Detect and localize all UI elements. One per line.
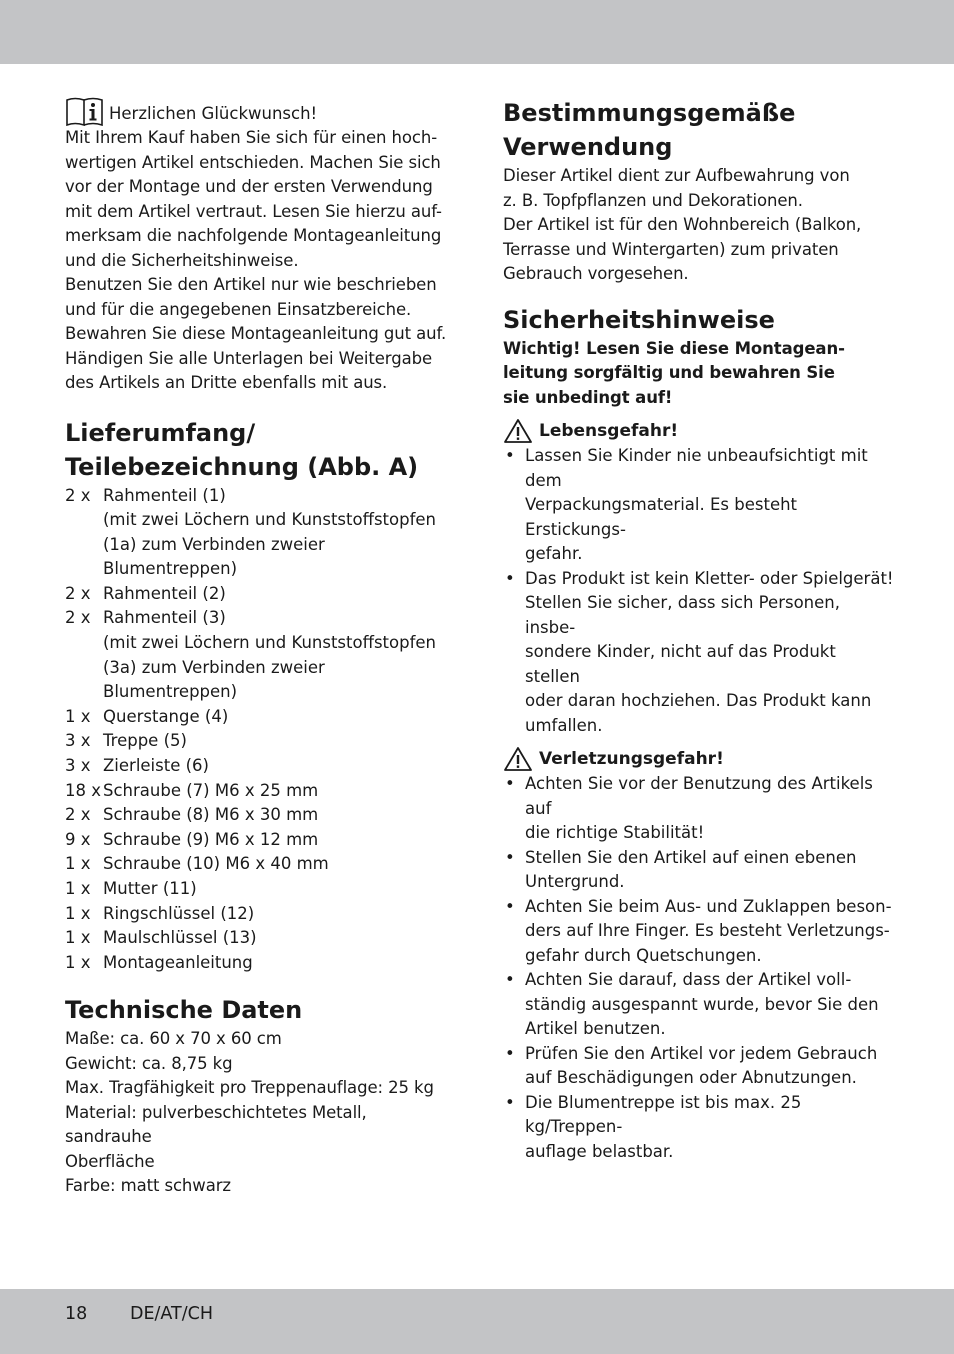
part-desc: Schraube (10) M6 x 40 mm [103, 854, 329, 874]
usage-text [503, 164, 895, 287]
right-column [503, 96, 895, 1164]
injury-item [503, 895, 895, 969]
parts-list-item [65, 877, 457, 902]
intro-line: mit dem Artikel vertraut. Lesen Sie hierzu auf- [65, 201, 442, 221]
part-desc: Schraube (7) M6 x 25 mm [103, 780, 319, 800]
part-qty: 1 x [65, 928, 91, 948]
bullet-line: • Das Produkt ist kein Kletter- oder Spielgerät! [525, 568, 894, 588]
important-line: sie unbedingt auf! [503, 387, 673, 407]
bullet-line: • Achten Sie beim Aus- und Zuklappen beson- [525, 896, 892, 916]
danger-list [503, 444, 895, 738]
warning-triangle-icon [503, 746, 533, 772]
bullet-line: • Die Blumentreppe ist bis max. 25 kg/Treppen- [525, 1092, 802, 1136]
injury-item [503, 968, 895, 1042]
bullet-line: ders auf Ihre Finger. Es besteht Verletzungs- [525, 921, 890, 940]
part-qty: 1 x [65, 854, 91, 874]
parts-list-item [65, 926, 457, 951]
usage-heading-line1: Bestimmungsgemäße [503, 99, 796, 127]
bullet-line: • Lassen Sie Kinder nie unbeaufsichtigt mit dem [525, 446, 868, 490]
bullet-line: gefahr durch Quetschungen. [525, 945, 762, 965]
parts-list-item [65, 852, 457, 877]
part-desc: Rahmenteil (1) [103, 485, 226, 505]
parts-list-item [65, 533, 457, 582]
parts-list-item [65, 754, 457, 779]
part-qty: 3 x [65, 731, 91, 751]
part-desc: Zierleiste (6) [103, 756, 209, 776]
parts-list-item [65, 582, 457, 607]
part-desc: Mutter (11) [103, 879, 197, 898]
parts-list-item [65, 656, 457, 705]
intro-line: Benutzen Sie den Artikel nur wie beschrieben [65, 275, 437, 294]
bullet-line: • Stellen Sie den Artikel auf einen ebenen [525, 847, 857, 867]
tech-line: Material: pulverbeschichtetes Metall, sandrauhe [65, 1102, 367, 1147]
important-line: Wichtig! Lesen Sie diese Montagean- [503, 338, 845, 358]
intro-line: vor der Montage und der ersten Verwendung [65, 177, 433, 196]
tech-line: Gewicht: ca. 8,75 kg [65, 1053, 233, 1073]
bullet-line: sondere Kinder, nicht auf das Produkt stellen [525, 642, 836, 686]
part-qty: 2 x [65, 485, 91, 505]
part-qty [65, 656, 103, 705]
part-desc: Rahmenteil (2) [103, 583, 226, 603]
tech-line: Farbe: matt schwarz [65, 1176, 231, 1196]
bullet-line: Artikel benutzen. [525, 1019, 666, 1038]
part-qty [65, 533, 103, 582]
parts-list-item [65, 631, 457, 656]
bullet-line: Untergrund. [525, 872, 625, 891]
bullet-line: ständig ausgespannt wurde, bevor Sie den [525, 994, 879, 1014]
intro-line: Händigen Sie alle Unterlagen bei Weitergabe [65, 348, 433, 368]
bullet-line: oder daran hochziehen. Das Produkt kann [525, 691, 872, 710]
part-qty [65, 631, 103, 656]
usage-line: z. B. Topfpflanzen und Dekorationen. [503, 190, 803, 210]
part-desc: Ringschlüssel (12) [103, 903, 255, 923]
parts-list-item [65, 606, 457, 631]
part-qty: 9 x [65, 829, 91, 849]
part-qty: 1 x [65, 879, 91, 898]
tech-line: Oberfläche [65, 1151, 155, 1171]
part-desc: Maulschlüssel (13) [103, 928, 257, 948]
usage-line: Dieser Artikel dient zur Aufbewahrung von [503, 166, 850, 185]
intro-greeting-line [65, 96, 457, 126]
tech-data [65, 1027, 457, 1199]
parts-list-item [65, 705, 457, 730]
safety-important [503, 337, 895, 411]
danger-title: Lebensgefahr! [539, 420, 679, 441]
page-number: 18 [65, 1304, 88, 1324]
part-qty: 1 x [65, 952, 91, 972]
parts-list-item [65, 729, 457, 754]
intro-line: wertigen Artikel entschieden. Machen Sie sich [65, 152, 441, 172]
tech-heading: Technische Daten [65, 996, 303, 1025]
part-desc: (3a) zum Verbinden zweier Blumentreppen) [103, 657, 325, 702]
injury-item [503, 1042, 895, 1091]
part-qty: 1 x [65, 706, 91, 726]
parts-list-item [65, 508, 457, 533]
bullet-line: Verpackungsmaterial. Es besteht Erstickungs- [525, 495, 798, 539]
injury-list [503, 772, 895, 1164]
bullet-line: • Achten Sie darauf, dass der Artikel voll- [525, 970, 852, 989]
bullet-line: • Prüfen Sie den Artikel vor jedem Gebrauch [525, 1043, 878, 1063]
part-desc: Montageanleitung [103, 952, 253, 972]
usage-heading-line2: Verwendung [503, 133, 673, 161]
danger-item [503, 567, 895, 739]
usage-line: Der Artikel ist für den Wohnbereich (Balkon, [503, 215, 862, 234]
parts-list-item [65, 951, 457, 976]
part-desc: (1a) zum Verbinden zweier Blumentreppen) [103, 534, 325, 579]
part-qty: 2 x [65, 805, 91, 825]
part-desc: Treppe (5) [103, 731, 187, 751]
injury-item [503, 1091, 895, 1165]
bullet-line: Stellen Sie sicher, dass sich Personen, insbe- [525, 593, 840, 637]
intro-text [65, 126, 457, 396]
bullet-line: auf Beschädigungen oder Abnutzungen. [525, 1068, 857, 1087]
scope-heading-line1: Lieferumfang/ [65, 418, 256, 447]
bullet-line: gefahr. [525, 544, 583, 563]
usage-line: Terrasse und Wintergarten) zum privaten [503, 239, 839, 259]
parts-list-item [65, 803, 457, 828]
part-qty [65, 508, 103, 533]
parts-list-item [65, 902, 457, 927]
scope-heading-line2: Teilebezeichnung (Abb. A) [65, 452, 419, 481]
part-desc: Schraube (8) M6 x 30 mm [103, 805, 319, 825]
intro-line: und für die angegebenen Einsatzbereiche. [65, 299, 412, 319]
parts-list [65, 484, 457, 976]
intro-line: des Artikels an Dritte ebenfalls mit aus. [65, 373, 388, 392]
tech-line: Maße: ca. 60 x 70 x 60 cm [65, 1029, 282, 1049]
part-qty: 18 x [65, 780, 102, 800]
part-desc: (mit zwei Löchern und Kunststoffstopfen [103, 510, 437, 530]
bullet-line: auflage belastbar. [525, 1141, 674, 1161]
injury-item [503, 846, 895, 895]
part-qty: 2 x [65, 608, 91, 628]
intro-line: Bewahren Sie diese Montageanleitung gut auf. [65, 324, 447, 343]
intro-line: Mit Ihrem Kauf haben Sie sich für einen hoch- [65, 128, 438, 147]
bullet-line: die richtige Stabilität! [525, 823, 705, 842]
warning-triangle-icon [503, 418, 533, 444]
important-line: leitung sorgfältig und bewahren Sie [503, 363, 835, 382]
bullet-line: umfallen. [525, 715, 603, 735]
part-desc: Schraube (9) M6 x 12 mm [103, 829, 319, 849]
usage-line: Gebrauch vorgesehen. [503, 264, 689, 283]
part-qty: 1 x [65, 903, 91, 923]
part-desc: Rahmenteil (3) [103, 608, 226, 628]
info-book-icon [65, 96, 105, 126]
parts-list-item [65, 779, 457, 804]
danger-heading [503, 418, 895, 444]
injury-title: Verletzungsgefahr! [539, 748, 724, 769]
language-codes: DE/AT/CH [130, 1304, 214, 1324]
parts-list-item [65, 828, 457, 853]
intro-line: merksam die nachfolgende Montageanleitung [65, 226, 442, 245]
part-qty: 2 x [65, 583, 91, 603]
safety-heading: Sicherheitshinweise [503, 305, 775, 334]
part-desc: Querstange (4) [103, 706, 229, 726]
parts-list-item [65, 484, 457, 509]
part-qty: 3 x [65, 756, 91, 776]
part-desc: (mit zwei Löchern und Kunststoffstopfen [103, 633, 437, 653]
bullet-line: • Achten Sie vor der Benutzung des Artikels auf [525, 774, 873, 818]
injury-item [503, 772, 895, 846]
intro-greeting: Herzlichen Glückwunsch! [109, 103, 318, 123]
injury-heading [503, 746, 895, 772]
left-column [65, 96, 457, 1199]
intro-line: und die Sicherheitshinweise. [65, 250, 299, 270]
danger-item [503, 444, 895, 567]
tech-line: Max. Tragfähigkeit pro Treppenauflage: 25 kg [65, 1078, 434, 1098]
header-bar [0, 0, 954, 64]
